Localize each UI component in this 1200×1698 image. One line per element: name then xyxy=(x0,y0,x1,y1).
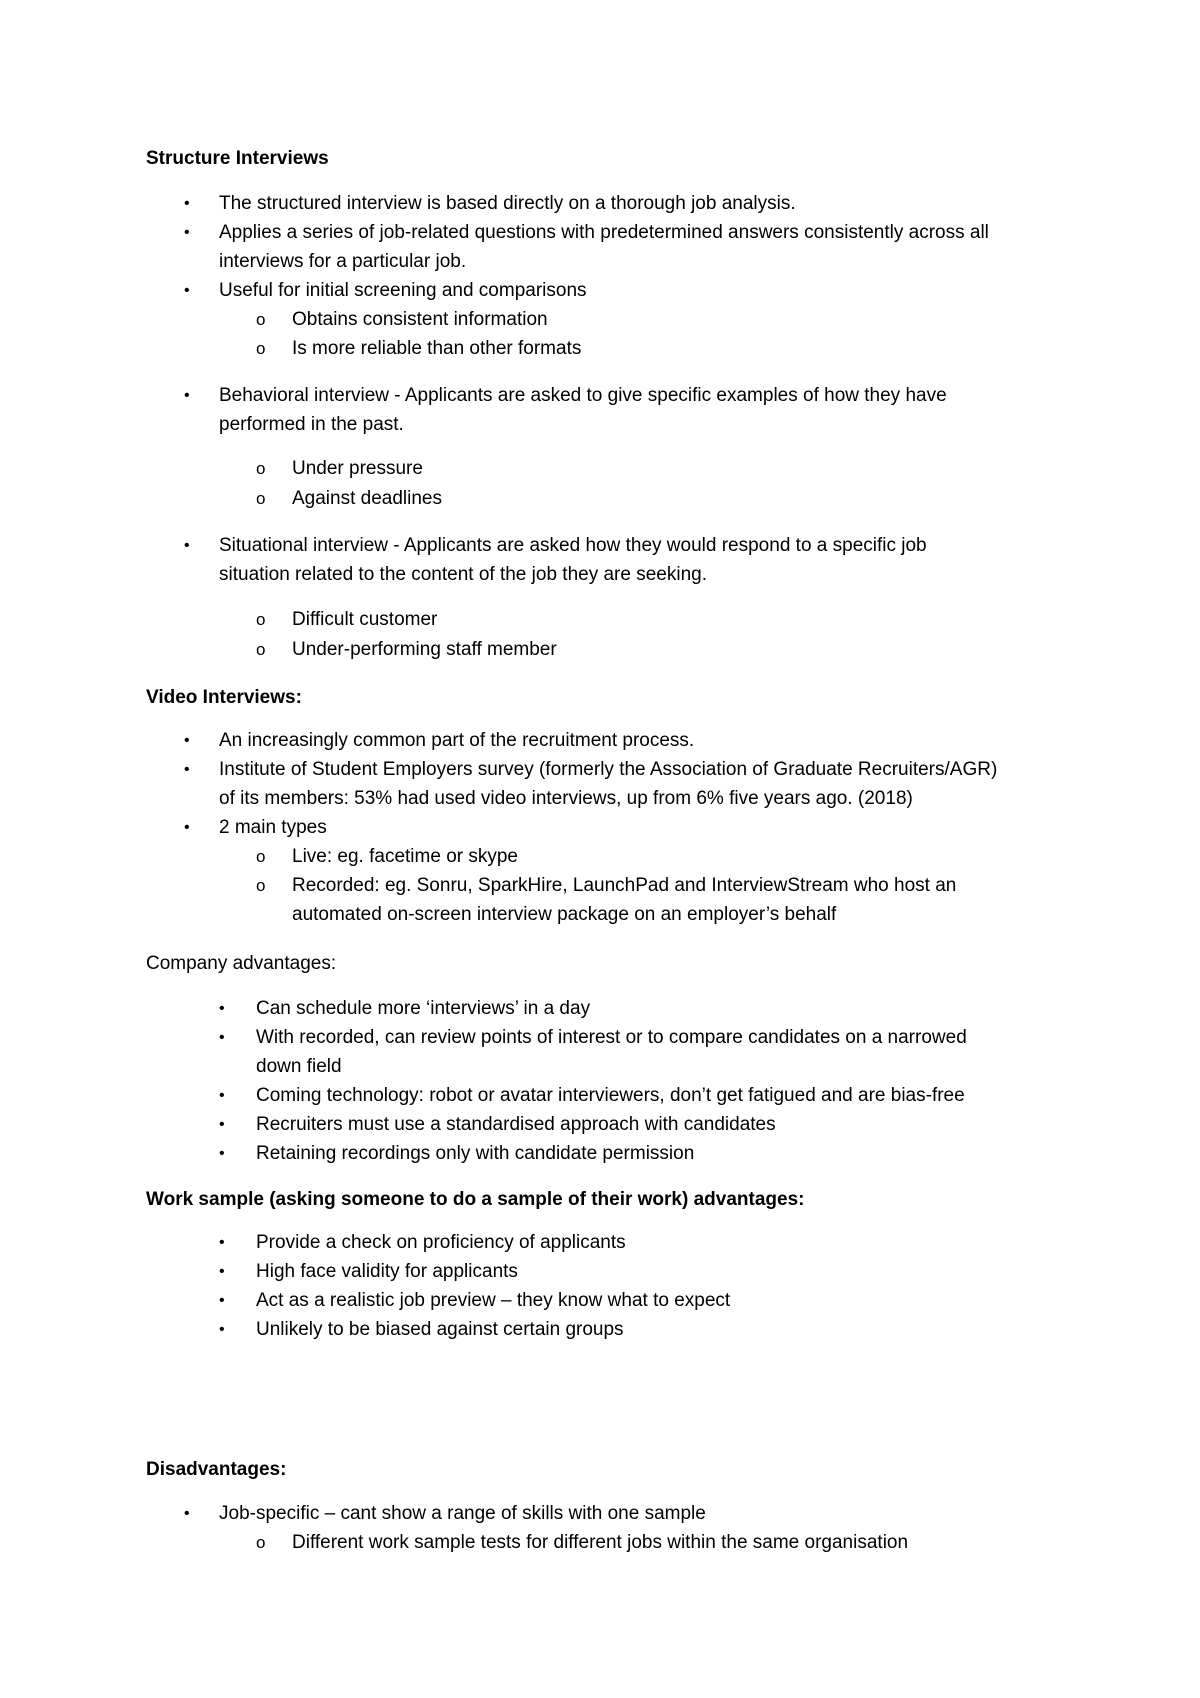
sub-list-item: Under-performing staff member xyxy=(292,639,557,660)
sub-list-item: Different work sample tests for different jobs within the same organisation xyxy=(292,1532,909,1553)
list-item-continuation: performed in the past. xyxy=(219,414,404,435)
bullet-icon: • xyxy=(184,387,190,404)
list-item-continuation: situation related to the content of the job they are seeking. xyxy=(219,564,707,585)
bullet-icon: • xyxy=(219,1145,225,1162)
list-item-continuation: of its members: 53% had used video interviews, up from 6% five years ago. (2018) xyxy=(219,788,913,809)
bullet-icon: • xyxy=(219,1087,225,1104)
circle-bullet-icon: o xyxy=(256,876,266,895)
bullet-icon: • xyxy=(184,195,190,212)
bullet-icon: • xyxy=(219,1321,225,1338)
list-item: The structured interview is based directly on a thorough job analysis. xyxy=(219,193,796,214)
list-item: Behavioral interview - Applicants are asked to give specific examples of how they have xyxy=(219,385,947,406)
list-item: Applies a series of job-related questions with predetermined answers consistently across all xyxy=(219,222,989,243)
section-heading-video-interviews: Video Interviews: xyxy=(146,687,302,708)
section-heading-work-sample-advantages: Work sample (asking someone to do a sample of their work) advantages: xyxy=(146,1189,805,1210)
circle-bullet-icon: o xyxy=(256,339,266,358)
list-item: High face validity for applicants xyxy=(256,1261,518,1282)
circle-bullet-icon: o xyxy=(256,489,266,508)
sub-list-item: Obtains consistent information xyxy=(292,309,548,330)
list-item: Recruiters must use a standardised approach with candidates xyxy=(256,1114,776,1135)
bullet-icon: • xyxy=(219,1116,225,1133)
sub-list-item: Against deadlines xyxy=(292,488,442,509)
circle-bullet-icon: o xyxy=(256,847,266,866)
bullet-icon: • xyxy=(184,819,190,836)
list-item: Provide a check on proficiency of applicants xyxy=(256,1232,626,1253)
list-item: Unlikely to be biased against certain groups xyxy=(256,1319,624,1340)
section-heading-structure-interviews: Structure Interviews xyxy=(146,148,329,169)
bullet-icon: • xyxy=(219,1263,225,1280)
list-item: Coming technology: robot or avatar interviewers, don’t get fatigued and are bias-free xyxy=(256,1085,965,1106)
list-item: 2 main types xyxy=(219,817,327,838)
bullet-icon: • xyxy=(184,537,190,554)
bullet-icon: • xyxy=(219,1234,225,1251)
section-heading-company-advantages: Company advantages: xyxy=(146,953,337,974)
list-item-continuation: down field xyxy=(256,1056,342,1077)
circle-bullet-icon: o xyxy=(256,610,266,629)
circle-bullet-icon: o xyxy=(256,1533,266,1552)
list-item: Useful for initial screening and comparisons xyxy=(219,280,587,301)
sub-list-item: Is more reliable than other formats xyxy=(292,338,582,359)
list-item: An increasingly common part of the recruitment process. xyxy=(219,730,695,751)
list-item: Can schedule more ‘interviews’ in a day xyxy=(256,998,591,1019)
bullet-icon: • xyxy=(184,761,190,778)
bullet-icon: • xyxy=(184,1505,190,1522)
list-item: With recorded, can review points of interest or to compare candidates on a narrowed xyxy=(256,1027,967,1048)
bullet-icon: • xyxy=(184,224,190,241)
list-item: Act as a realistic job preview – they know what to expect xyxy=(256,1290,731,1311)
sub-list-item: Difficult customer xyxy=(292,609,438,630)
bullet-icon: • xyxy=(184,732,190,749)
bullet-icon: • xyxy=(219,1000,225,1017)
section-heading-disadvantages: Disadvantages: xyxy=(146,1459,287,1480)
list-item: Situational interview - Applicants are asked how they would respond to a specific job xyxy=(219,535,927,556)
list-item-continuation: interviews for a particular job. xyxy=(219,251,467,272)
bullet-icon: • xyxy=(219,1029,225,1046)
bullet-icon: • xyxy=(184,282,190,299)
sub-list-item: Under pressure xyxy=(292,458,423,479)
list-item: Job-specific – cant show a range of skills with one sample xyxy=(219,1503,706,1524)
sub-list-item-continuation: automated on-screen interview package on an employer’s behalf xyxy=(292,904,837,925)
circle-bullet-icon: o xyxy=(256,459,266,478)
sub-list-item: Recorded: eg. Sonru, SparkHire, LaunchPad and InterviewStream who host an xyxy=(292,875,957,896)
circle-bullet-icon: o xyxy=(256,310,266,329)
circle-bullet-icon: o xyxy=(256,640,266,659)
list-item: Retaining recordings only with candidate permission xyxy=(256,1143,695,1164)
sub-list-item: Live: eg. facetime or skype xyxy=(292,846,518,867)
bullet-icon: • xyxy=(219,1292,225,1309)
list-item: Institute of Student Employers survey (formerly the Association of Graduate Recruiters/AGR) xyxy=(219,759,998,780)
